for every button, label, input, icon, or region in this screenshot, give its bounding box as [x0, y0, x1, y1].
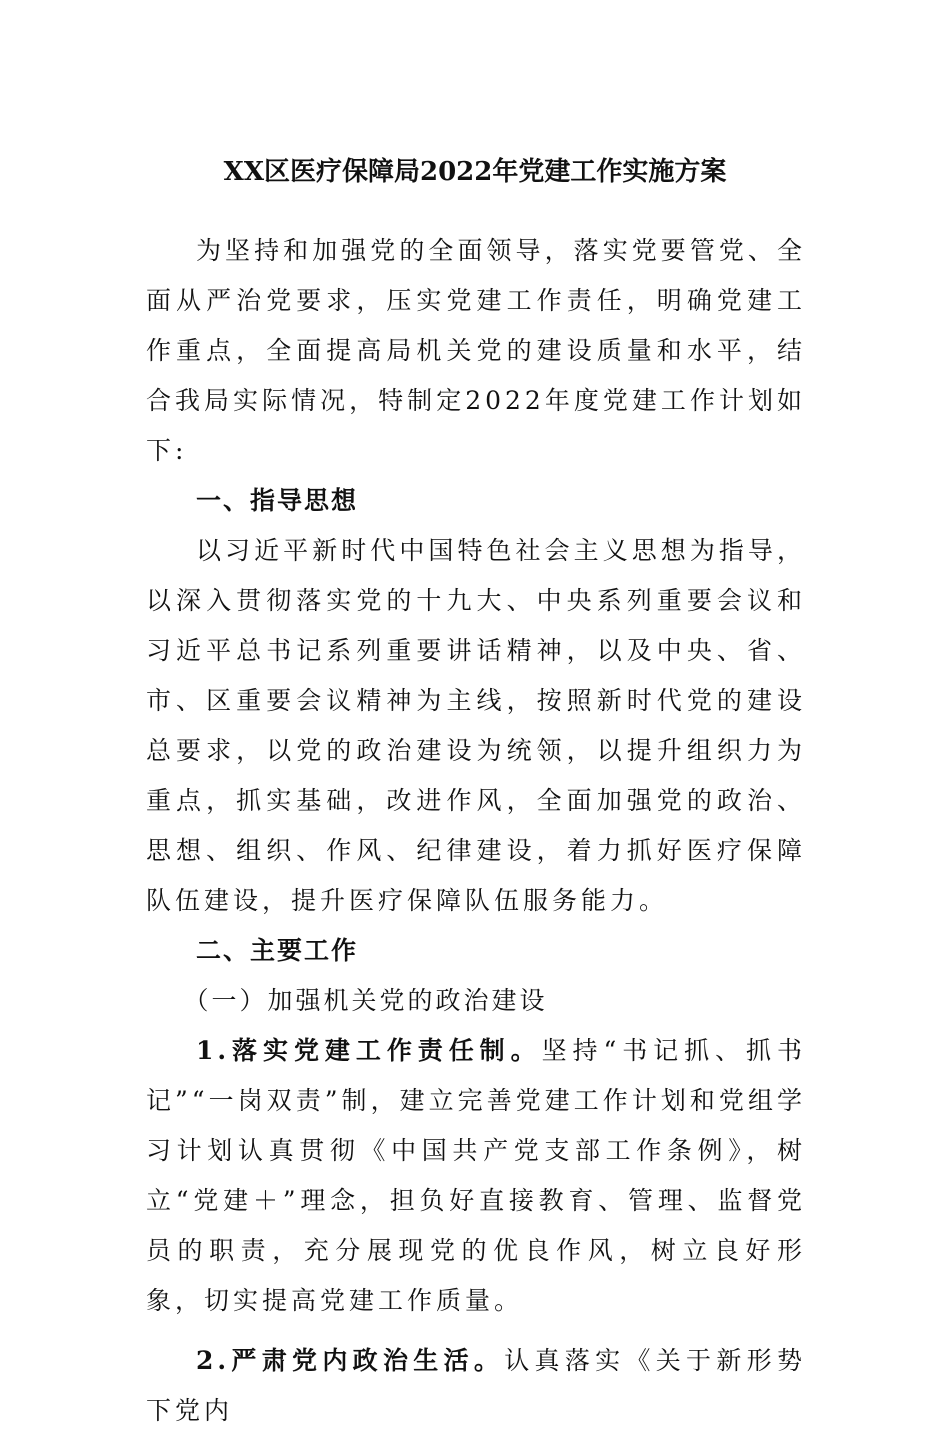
section-heading-guiding-ideology: 一、指导思想 [196, 486, 359, 515]
item-paragraph-political-life [146, 1336, 806, 1436]
document-title: XX区医疗保障局2022年党建工作实施方案 [223, 157, 727, 187]
guiding-ideology-paragraph: 以习近平新时代中国特色社会主义思想为指导，以深入贯彻落实党的十九大、中央系列重要会议和习近平总书记系列重要讲话精神，以及中央、省、市、区重要会议精神为主线，按照新时代党的建设总要求，以党的政治建设为统领，以提升组织力为重点，抓实基础，改进作风，全面加强党的政治、思想、组织、作风、纪律建设，着力抓好医疗保障队伍建设，提升医疗保障队伍服务能力。 [146, 536, 806, 915]
item-paragraph-responsibility [146, 1026, 806, 1326]
item-lead-responsibility: 1.落实党建工作责任制。 [196, 1036, 542, 1065]
item-lead-political-life: 2.严肃党内政治生活。 [196, 1346, 505, 1375]
intro-paragraph: 为坚持和加强党的全面领导，落实党要管党、全面从严治党要求，压实党建工作责任，明确党建工作重点，全面提高局机关党的建设质量和水平，结合我局实际情况，特制定2022年度党建工作计划如下: [146, 236, 806, 465]
item-body-political-life: 认真落实《关于新形势下党内 [146, 1346, 806, 1425]
document-body [146, 226, 806, 1436]
section-heading-main-work: 二、主要工作 [196, 936, 359, 965]
subsection-heading-political-building: （一）加强机关党的政治建设 [183, 986, 548, 1015]
item-body-responsibility: 坚持“书记抓、抓书记”“一岗双责”制，建立完善党建工作计划和党组学习计划认真贯彻《中国共产党支部工作条例》，树立“党建＋”理念，担负好直接教育、管理、监督党员的职责，充分展现党的优良作风，树立良好形象，切实提高党建工作质量。 [146, 1036, 806, 1315]
